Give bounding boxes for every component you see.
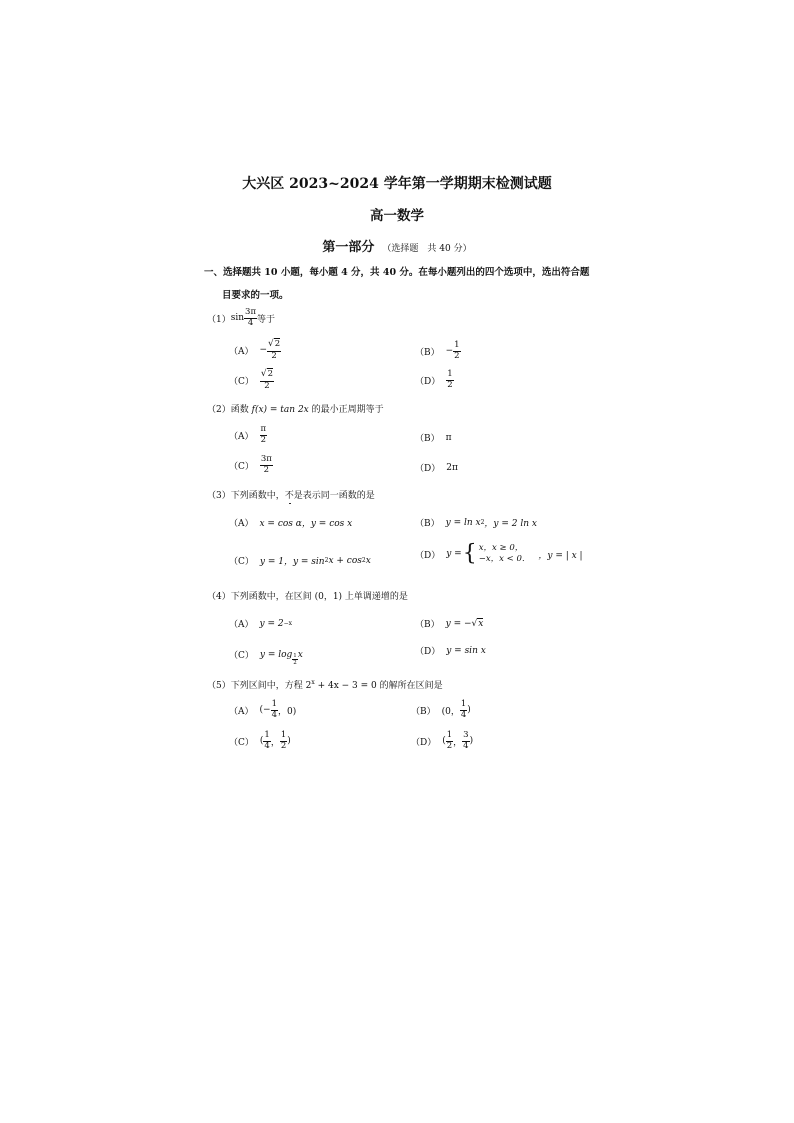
- q5-d-num-2: 3: [463, 730, 469, 740]
- q1-a-rad: 2: [274, 339, 281, 349]
- q5-c-close: ): [287, 736, 291, 747]
- q4-c-base-num: 1: [293, 653, 297, 659]
- q3-c-sup1: 2: [324, 557, 329, 564]
- q1-c-fraction: [260, 369, 274, 392]
- option-label: （B）: [411, 706, 436, 717]
- q5-a-close: ，0): [277, 706, 297, 717]
- question-4-stem: [207, 589, 408, 602]
- question-1-stem: [207, 308, 275, 329]
- option-label: （A）: [229, 519, 254, 529]
- q3-c-sup2: 2: [361, 557, 366, 564]
- q1-option-a[interactable]: [229, 339, 281, 362]
- q2-b-value: π: [445, 432, 452, 443]
- q5-d-den-1: 2: [446, 740, 453, 751]
- q2-a-num: π: [260, 424, 267, 434]
- option-label: （B）: [415, 620, 440, 630]
- option-label: （C）: [229, 461, 254, 472]
- q5-d-num-1: 1: [446, 730, 453, 740]
- q1-suffix: 等于: [257, 314, 276, 325]
- q5-option-b[interactable]: [411, 700, 471, 721]
- q1-a-den: 2: [271, 350, 277, 361]
- q2-a-den: 2: [260, 434, 266, 445]
- option-label: （B）: [415, 347, 440, 358]
- q5-c-fraction-1: [263, 731, 270, 752]
- option-label: （B）: [415, 519, 440, 529]
- q5-c-den-2: 2: [280, 740, 287, 751]
- q2-c-den: 2: [263, 464, 270, 475]
- q4-option-d[interactable]: [415, 644, 486, 657]
- q5-c-open: (: [259, 736, 264, 747]
- option-label: （A）: [229, 346, 254, 357]
- q3-b-post: ，y = 2 ln x: [484, 519, 537, 529]
- q3-c-pre: y = 1，y = sin: [259, 557, 325, 567]
- q3-b-pre: y = ln x: [445, 517, 481, 528]
- q1-d-num: 1: [447, 369, 453, 379]
- q3-option-b[interactable]: [415, 516, 537, 529]
- part-title: 第一部分: [322, 240, 375, 255]
- q5-b-den: 4: [460, 709, 467, 720]
- q4-b-rad: x: [478, 619, 484, 629]
- q3-c-post: x: [365, 555, 371, 566]
- q3-option-a[interactable]: [229, 516, 352, 529]
- q1-a-fraction: [267, 339, 281, 362]
- option-label: （D）: [415, 647, 441, 657]
- q5-a-den: 4: [271, 709, 277, 720]
- q5-b-open: (0，: [441, 706, 460, 717]
- q4-c-post: x: [297, 649, 303, 660]
- q5-a-num: 1: [271, 699, 277, 709]
- q1-c-rad: 2: [267, 369, 274, 379]
- question-5-number: （5）: [207, 681, 231, 691]
- q2-option-a[interactable]: [229, 425, 267, 446]
- option-label: （A）: [229, 706, 254, 717]
- q3-a-value: x = cos α，y = cos x: [259, 519, 353, 529]
- q3-stem-emphasis: 不: [284, 491, 294, 501]
- q2-function: f(x) = tan 2x: [251, 405, 309, 415]
- question-1-number: （1）: [207, 314, 231, 325]
- question-4-number: （4）: [207, 592, 231, 602]
- q3-d-case1: x，x ≥ 0，: [478, 543, 524, 553]
- question-3-number: （3）: [207, 491, 231, 501]
- q3-stem-post: 是表示同一函数的是: [293, 491, 375, 501]
- q1-a-num: √2: [267, 339, 281, 352]
- q5-d-den-2: 4: [463, 740, 469, 751]
- option-label: （C）: [229, 376, 254, 387]
- exam-title: 大兴区 2023~2024 学年第一学期期末检测试题: [242, 176, 552, 192]
- q3-option-d[interactable]: [415, 543, 583, 566]
- q5-d-close: ): [469, 736, 474, 747]
- q2-stem-post: 的最小正周期等于: [308, 405, 384, 415]
- q1-frac-num: 3π: [245, 307, 257, 317]
- q2-option-d[interactable]: [415, 461, 458, 474]
- q5-b-num: 1: [460, 699, 467, 709]
- q4-option-b[interactable]: （B） y = − √ x: [415, 618, 484, 630]
- q1-fraction: [244, 308, 257, 329]
- q1-b-fraction: [453, 341, 460, 362]
- left-brace-icon: {: [462, 541, 477, 567]
- q2-c-fraction: [260, 455, 273, 476]
- q1-c-num: √2: [260, 369, 274, 382]
- q5-b-close: ): [467, 705, 471, 716]
- q1-a-sign: −: [259, 345, 268, 356]
- q5-option-c[interactable]: [229, 731, 291, 752]
- option-label: （D）: [415, 464, 441, 474]
- q4-option-c[interactable]: [229, 643, 303, 667]
- q2-option-c[interactable]: [229, 455, 273, 476]
- q1-b-den: 2: [454, 350, 460, 361]
- q5-d-open: (: [442, 736, 446, 747]
- option-label: （C）: [229, 651, 254, 662]
- q4-c-base-den: 2: [293, 660, 297, 667]
- q3-d-pre: y =: [446, 549, 462, 560]
- option-label: （D）: [415, 550, 441, 561]
- q2-c-num: 3π: [260, 454, 272, 464]
- option-label: （D）: [415, 376, 441, 387]
- q5-c-sep: ，: [270, 737, 280, 748]
- q1-option-d[interactable]: [415, 370, 454, 391]
- part-heading: [0, 236, 794, 255]
- q5-d-fraction-1: [446, 731, 453, 752]
- instructions-line-1: 一、选择题共 10 小题，每小题 4 分，共 40 分。在每小题列出的四个选项中，选出符合题: [204, 267, 590, 278]
- q4-d-value: y = sin x: [446, 645, 486, 656]
- q2-option-b[interactable]: [415, 431, 452, 444]
- q1-sin: sin: [230, 313, 245, 324]
- q5-a-open: (−: [259, 705, 271, 716]
- q3-option-c[interactable]: [229, 554, 371, 567]
- q5-c-num-2: 1: [280, 730, 287, 740]
- q5-c-den-1: 4: [264, 740, 270, 751]
- q3-stem-pre: 下列函数中，: [230, 491, 285, 501]
- q5-stem-sup: x: [311, 679, 315, 686]
- q1-option-b[interactable]: [415, 341, 461, 362]
- option-label: （B）: [415, 434, 440, 444]
- q1-option-c[interactable]: [229, 369, 274, 392]
- option-label: （A）: [229, 431, 254, 442]
- q3-d-post: ，y = | x |: [538, 550, 583, 561]
- q2-stem-pre: 函数: [230, 405, 252, 415]
- q3-d-case2: −x，x < 0．: [478, 554, 531, 565]
- question-2-number: （2）: [207, 405, 231, 415]
- q5-option-d[interactable]: [411, 731, 473, 752]
- q1-b-num: 1: [454, 340, 460, 350]
- q4-stem-text: 下列函数中，在区间 (0，1) 上单调递增的是: [230, 592, 408, 602]
- q5-option-a[interactable]: [229, 700, 296, 721]
- q1-d-fraction: [446, 370, 453, 391]
- q4-option-a[interactable]: [229, 617, 292, 630]
- option-label: （A）: [229, 620, 254, 630]
- q3-d-cases: [479, 543, 531, 566]
- q5-c-fraction-2: [280, 731, 287, 752]
- option-label: （D）: [411, 737, 437, 748]
- option-label: （C）: [229, 557, 254, 567]
- q1-b-sign: −: [445, 346, 454, 357]
- q5-c-num-1: 1: [264, 730, 270, 740]
- q5-a-fraction: [271, 700, 278, 721]
- q4-a-sup: −x: [283, 620, 292, 627]
- q5-b-fraction: [460, 700, 467, 721]
- q2-d-value: 2π: [446, 462, 458, 473]
- option-label: （C）: [229, 737, 254, 748]
- part-note: （选择题 共 40 分）: [382, 244, 472, 254]
- q1-c-den: 2: [264, 380, 270, 391]
- q5-d-fraction-2: [462, 731, 469, 752]
- question-2-stem: [207, 402, 384, 415]
- q4-a-pre: y = 2: [259, 618, 284, 629]
- q3-b-sup: 2: [480, 519, 485, 526]
- q3-c-mid: x + cos: [328, 555, 362, 566]
- q5-d-sep: ，: [453, 737, 463, 748]
- exam-subtitle: 高一数学: [370, 208, 424, 224]
- question-5-stem: [207, 678, 443, 691]
- q5-stem-pre: 下列区间中，方程 2: [230, 681, 312, 691]
- q4-b-pre: y = −: [445, 618, 472, 629]
- question-3-stem: [207, 488, 375, 501]
- q1-frac-den: 4: [247, 317, 254, 328]
- q4-c-pre: y = log: [259, 649, 293, 660]
- q1-d-den: 2: [447, 379, 453, 390]
- q5-stem-post: + 4x − 3 = 0 的解所在区间是: [314, 681, 443, 691]
- instructions-line-2: 目要求的一项。: [222, 290, 289, 301]
- q2-a-fraction: [260, 425, 268, 446]
